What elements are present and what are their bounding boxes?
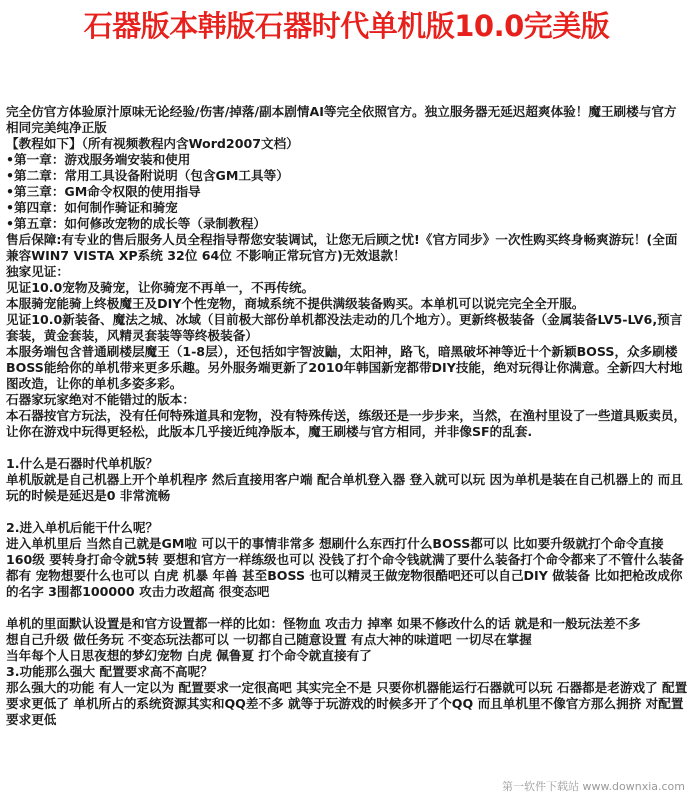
site-watermark: 第一软件下载站 www.downxia.com <box>502 780 685 793</box>
faq-answer: 进入单机里后 当然自己就是GM啦 可以干的事情非常多 想刷什么东西打什么BOSS都可以 比如要升级就打个命令直接160级 要转身打命令就5转 要想和官方一样练级也可以 没钱了打个命令钱就满了要什么装备打个命令都来了不管什么装备都有 宠物想要什么也可以 白虎 机暴 年兽 甚至BOSS 也可以精灵王做宠物很酷吧还可以自己DIY 做装备 比如把枪改成你的名字 3围都100000 攻击力改超高 很变态吧 <box>6 536 684 599</box>
extra-paragraph: 单机的里面默认设置是和官方设置都一样的比如：怪物血 攻击力 掉率 如果不修改什么的话 就是和一般玩法差不多 <box>6 616 641 631</box>
faq-answer: 单机版就是自己机器上开个单机程序 然后直接用客户端 配合单机登入器 登入就可以玩 因为单机是装在自己机器上的 而且玩的时候是延迟是0 非常流畅 <box>6 472 683 503</box>
faq-answer: 那么强大的功能 有人一定以为 配置要求一定很高吧 其实完全不是 只要你机器能运行石器就可以玩 石器都是老游戏了 配置要求更低了 单机所占的系统资源其实和QQ差不多 就等于玩游戏的时候多开了个QQ 而且单机里不像官方那么拥挤 对配置要求更低 <box>6 680 688 727</box>
witness-paragraph: 本服骑宠能骑上终极魔王及DIY个性宠物，商城系统不提供满级装备购买。本单机可以说完完全全开服。 <box>6 296 585 311</box>
intro-paragraph: 完全仿官方体验原汁原味无论经验/伤害/掉落/副本剧情AI等完全依照官方。独立服务器无延迟超爽体验！魔王刷楼与官方相同完美纯净正版 <box>6 104 677 135</box>
chapter-item: •第一章：游戏服务端安装和使用 <box>6 152 191 167</box>
tutorial-heading: 【教程如下】（所有视频教程内含Word2007文档） <box>6 136 299 151</box>
gameplay-paragraph: 本石器按官方玩法，没有任何特殊道具和宠物，没有特殊传送，练级还是一步步来，当然，在渔村里设了一些道具贩卖员，让你在游戏中玩得更轻松，此版本几乎接近纯净版本，魔王刷楼与官方相同，并非像SF的乱套. <box>6 408 687 439</box>
witness-heading: 独家见证： <box>6 264 69 279</box>
chapter-item: •第三章：GM命令权限的使用指导 <box>6 184 201 199</box>
page-title: 石器版本韩版石器时代单机版10.0完美版 <box>83 9 610 43</box>
faq-question: 3.功能那么强大 配置要求高不高呢？ <box>6 664 213 679</box>
chapter-item: •第二章：常用工具设备附说明（包含GM工具等） <box>6 168 289 183</box>
chapter-item: •第五章：如何修改宠物的成长等（录制教程） <box>6 216 266 231</box>
after-sales-paragraph: 售后保障:有专业的售后服务人员全程指导帮您安装调试，让您无后顾之忧!《官方同步》一次性购买终身畅爽游玩！(全面兼容WIN7 VISTA XP系统 32位 64位 不影响正常玩官方)无效退款！ <box>6 232 678 263</box>
chapter-item: •第四章：如何制作骑证和骑宠 <box>6 200 178 215</box>
witness-paragraph: 见证10.0宠物及骑宠，让你骑宠不再单一，不再传统。 <box>6 280 315 295</box>
extra-paragraph: 当年每个人日思夜想的梦幻宠物 白虎 佩鲁夏 打个命令就直接有了 <box>6 648 372 663</box>
witness-paragraph: 见证10.0新装备、魔法之城、冰域（目前极大部份单机都没法走动的几个地方）。更新终极装备（金属装备LV5-LV6,预言套装，黄金套装，风精灵套装等等终极装备） <box>6 312 683 343</box>
article-body <box>6 104 688 728</box>
witness-paragraph: 本服务端包含普通刷楼层魔王（1-8层），还包括如宇智波鼬，太阳神，路飞，暗黑破坏神等近十个新颖BOSS，众多刷楼BOSS能给你的单机带来更多乐趣。另外服务端更新了2010年韩国新宠都带DIY技能，绝对玩得让你满意。全新四大村地图改造，让你的单机多姿多彩。 <box>6 344 683 391</box>
must-try-heading: 石器家玩家绝对不能错过的版本： <box>6 392 195 407</box>
faq-question: 2.进入单机后能干什么呢？ <box>6 520 159 535</box>
faq-question: 1.什么是石器时代单机版？ <box>6 456 159 471</box>
extra-paragraph: 想自己升级 做任务玩 不变态玩法都可以 一切都自己随意设置 有点大神的味道吧 一切尽在掌握 <box>6 632 532 647</box>
